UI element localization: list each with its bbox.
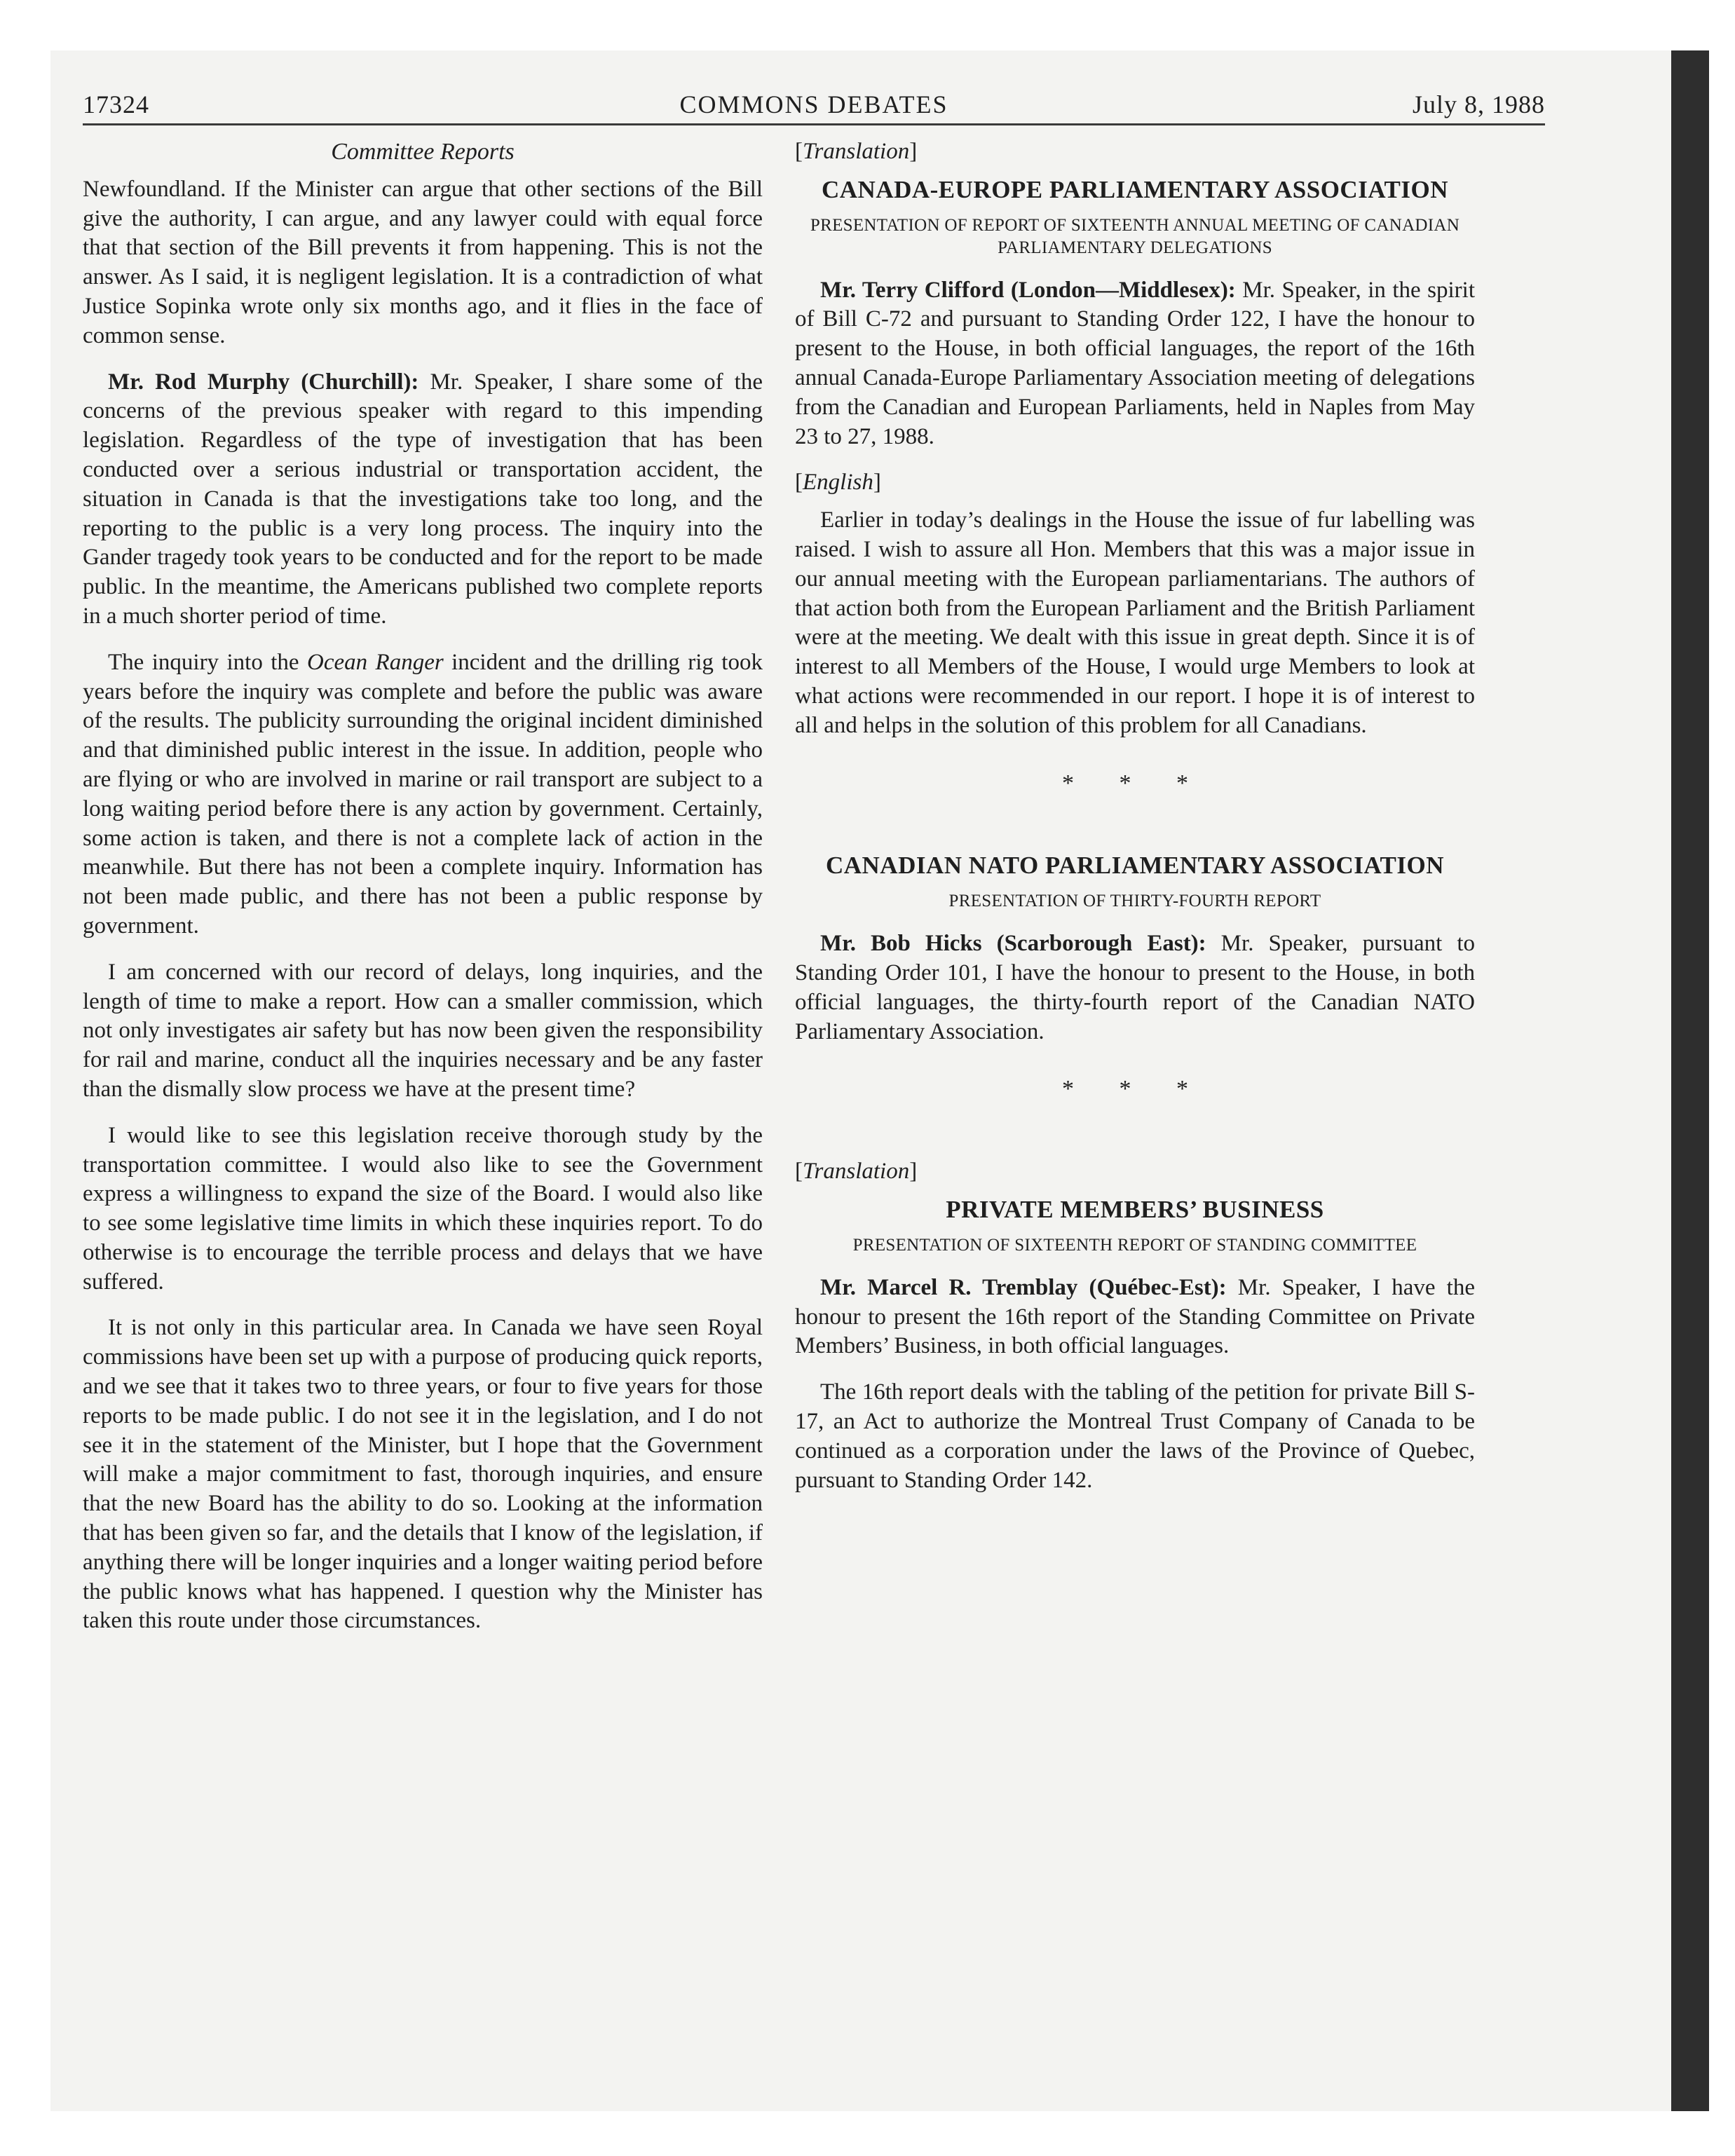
presentation-subheading: PRESENTATION OF SIXTEENTH REPORT OF STANDING COMMITTEE (852, 1235, 1417, 1255)
speech-text: Mr. Speaker, I share some of the concerns of the previous speaker with regard to this impending legislation. Regardless of the type of investigation that has been conducted over a serious industrial or transportation accident, the situation in Canada is that the investigations take too long, and the reporting to the public is a very long process. The inquiry into the Gander tragedy took years to be conducted and for the report to be made public. In the meantime, the Americans published two complete reports in a much shorter period of time. (83, 369, 763, 629)
language-tag: [Translation] (795, 1159, 918, 1185)
speaker-name: Mr. Bob Hicks (Scarborough East): (820, 931, 1206, 957)
paragraph (83, 368, 763, 632)
paragraph: It is not only in this particular area. In Canada we have seen Royal commissions have been set up with a purpose of producing quick reports, and we see that it takes two to three years, or four to five years for those reports to be made public. I do not see it in the legislation, and I do not see it in the statement of the Minister, but I hope that the Government will make a major commitment to fast, thorough inquiries, and ensure that the new Board has the ability to do so. Looking at the information that has been given so far, and the details that I know of the legislation, if anything there will be longer inquiries and a longer waiting period before the public knows what has happened. I question why the Minister has taken this route under those circumstances. (83, 1315, 763, 1634)
language-tag-label: English (803, 470, 873, 496)
paragraph (795, 276, 1475, 452)
paragraph (795, 929, 1475, 1046)
right-column (795, 137, 1475, 1512)
left-column (83, 137, 763, 1653)
language-tag-label: Translation (803, 1159, 910, 1185)
presentation-subheading: PRESENTATION OF REPORT OF SIXTEENTH ANNUAL MEETING OF CANADIAN PARLIAMENTARY DELEGATIONS (810, 215, 1460, 257)
vessel-name: Ocean Ranger (306, 649, 444, 675)
section-title: Committee Reports (331, 139, 515, 165)
section-heading: PRIVATE MEMBERS’ BUSINESS (946, 1195, 1324, 1223)
speech-text: Mr. Speaker, in the spirit of Bill C-72 and pursuant to Standing Order 122, I have the honour to present to the House, in both official languages, the report of the 16th annual Canada-Europe Parliamentary Association meeting of delegations from the Canadian and European Parliaments, held in Naples from May 23 to 27, 1988. (795, 277, 1475, 449)
language-tag: [English] (795, 470, 881, 496)
speech-text: Mr. Speaker, I have the honour to present the 16th report of the Standing Committee on Private Members’ Business, in both official languages. (795, 1274, 1475, 1359)
speaker-name: Mr. Marcel R. Tremblay (Québec-Est): (820, 1274, 1227, 1300)
paragraph: I would like to see this legislation receive thorough study by the transportation committee. I would also like to see the Government express a willingness to expand the size of the Board. I would also like to see some legislative time limits in which these inquiries report. To do otherwise is to encourage the terrible process and delays that we have suffered. (83, 1122, 763, 1295)
section-heading: CANADA-EUROPE PARLIAMENTARY ASSOCIATION (822, 175, 1448, 203)
presentation-subheading: PRESENTATION OF THIRTY-FOURTH REPORT (948, 892, 1321, 911)
paragraph (83, 648, 763, 941)
section-heading: CANADIAN NATO PARLIAMENTARY ASSOCIATION (825, 852, 1444, 880)
paragraph: The 16th report deals with the tabling of the petition for private Bill S-17, an Act to authorize the Montreal Trust Company of Canada to be continued as a corporation under the laws of the Province of Quebec, pursuant to Standing Order 142. (795, 1379, 1475, 1493)
paragraph: I am concerned with our record of delays, long inquiries, and the length of time to make a report. How can a smaller commission, which not only investigates air safety but has now been given the responsibility for rail and marine, conduct all the inquiries necessary and be any faster than the dismally slow process we have at the present time? (83, 959, 763, 1102)
header-rule (83, 123, 1545, 125)
paragraph: Earlier in today’s dealings in the House the issue of fur labelling was raised. I wish to assure all Hon. Members that this was a major issue in our annual meeting with the European parliamentarians. The authors of that action both from the European Parliament and the British Parliament were at the meeting. We dealt with this issue in great depth. Since it is of interest to all Members of the House, I would urge Members to look at what actions were recommended in our report. I hope it is of interest to all and helps in the solution of this problem for all Canadians. (795, 507, 1475, 738)
speech-text: The inquiry into the (108, 649, 307, 675)
page-number: 17324 (83, 90, 149, 118)
scan-edge-bar (1671, 50, 1709, 2111)
speech-text: Mr. Speaker, pursuant to Standing Order 101, I have the honour to present to the House, in both official languages, the thirty-fourth report of the Canadian NATO Parliamentary Association. (795, 931, 1475, 1044)
paragraph (795, 1274, 1475, 1361)
publication-date: July 8, 1988 (1412, 90, 1545, 118)
section-divider: * * * (1062, 770, 1208, 796)
speaker-name: Mr. Rod Murphy (Churchill): (108, 369, 419, 395)
language-tag-label: Translation (803, 139, 910, 164)
publication-title: COMMONS DEBATES (679, 90, 948, 118)
speech-text: incident and the drilling rig took years before the inquiry was complete and before the public was aware of the results. The publicity surrounding the original incident diminished and that diminished public interest in the issue. In addition, people who are flying or who are involved in marine or rail transport are subject to a long waiting period before there is any action by government. Certainly, some action is taken, and there is not a complete lack of action in the meanwhile. But there has not been a complete inquiry. Information has not been made public, and there has not been a public response by government. (83, 649, 763, 939)
language-tag: [Translation] (795, 139, 918, 164)
paragraph: Newfoundland. If the Minister can argue that other sections of the Bill give the authority, I can argue, and any lawyer could with equal force that that section of the Bill prevents it from happening. This is not the answer. As I said, it is negligent legislation. It is a contradiction of what Justice Sopinka wrote only six months ago, and it flies in the face of common sense. (83, 176, 763, 348)
section-divider: * * * (1062, 1076, 1208, 1103)
speaker-name: Mr. Terry Clifford (London—Middlesex): (820, 277, 1236, 303)
